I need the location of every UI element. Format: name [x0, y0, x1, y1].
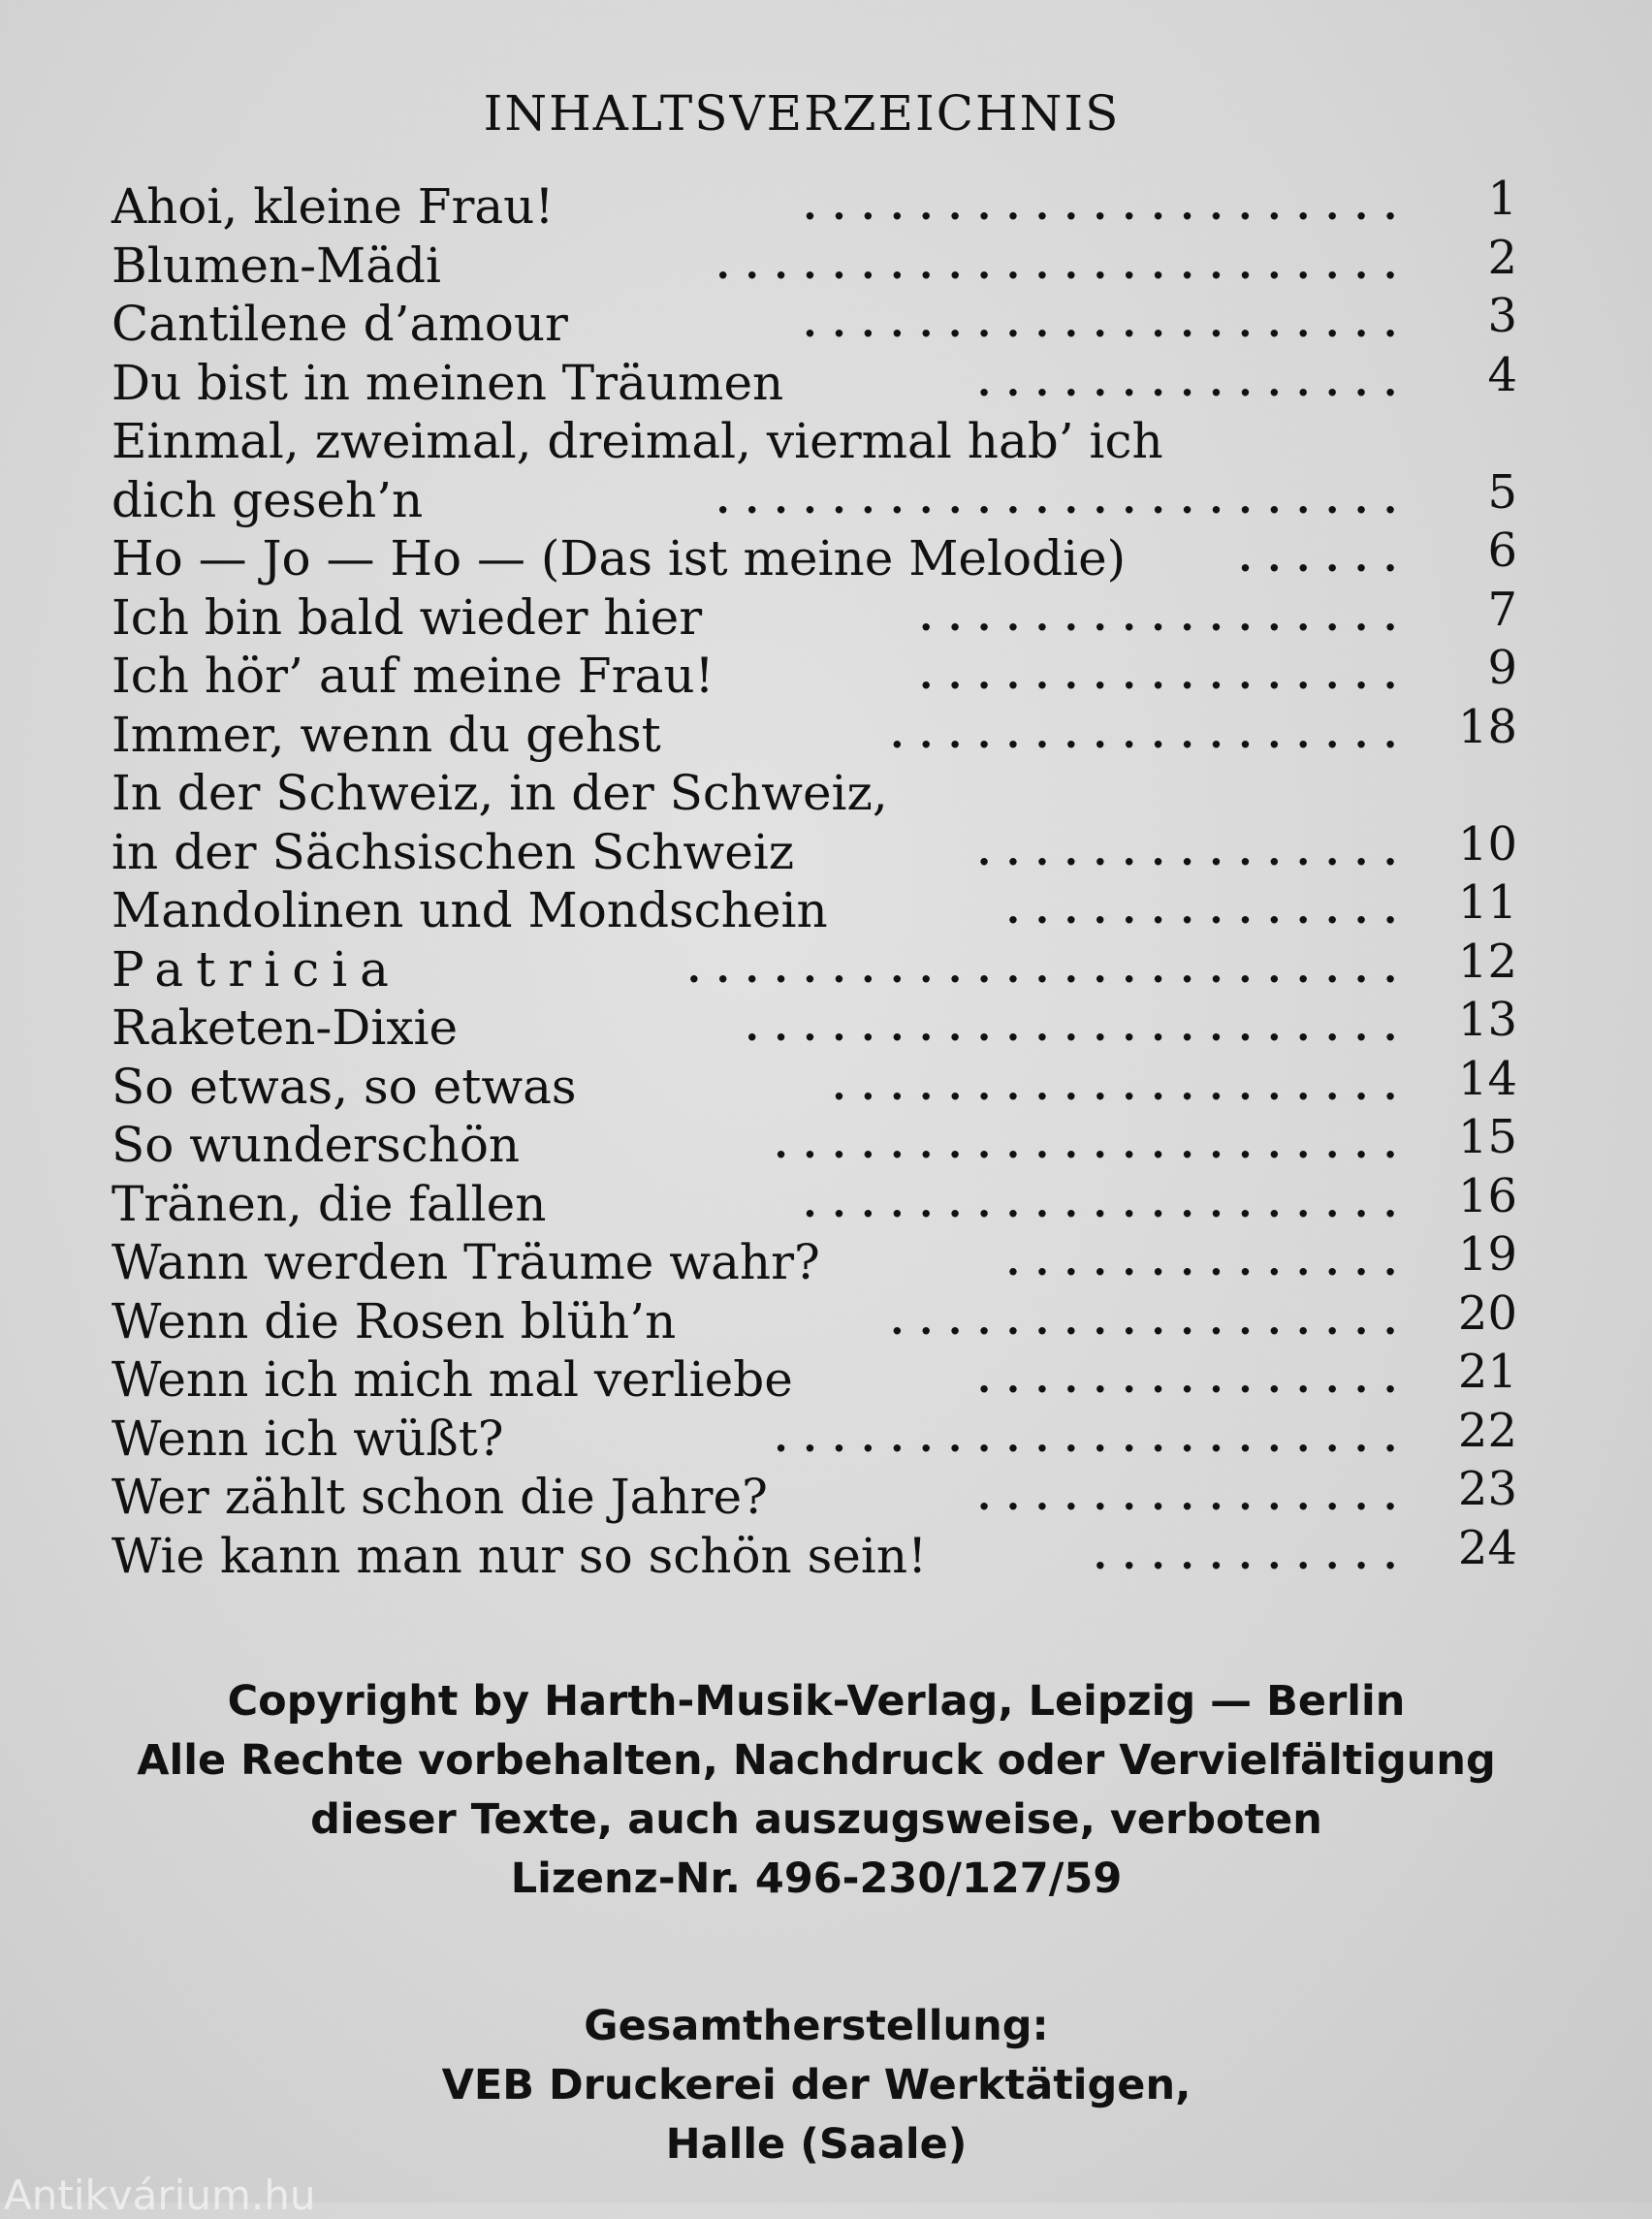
- toc-entry: [111, 764, 1517, 823]
- toc-entry: [111, 1227, 1517, 1292]
- toc-entry-title: Wenn die Rosen blüh’n: [111, 1292, 677, 1349]
- dot-leader: ......: [1238, 535, 1413, 581]
- table-of-contents: [111, 172, 1517, 1585]
- toc-entry-page: 12: [1457, 934, 1517, 989]
- toc-entry: [111, 641, 1517, 706]
- toc-entry: [111, 289, 1517, 354]
- toc-entry-title: Wer zählt schon die Jahre?: [111, 1469, 768, 1525]
- toc-entry: [111, 993, 1517, 1058]
- dot-leader: ...........: [1093, 1532, 1413, 1578]
- toc-entry: [111, 1168, 1517, 1234]
- toc-entry-page: 2: [1487, 230, 1517, 285]
- toc-entry: [111, 875, 1517, 940]
- toc-entry: [111, 1520, 1517, 1586]
- dot-leader: .........................: [686, 945, 1413, 992]
- dot-leader: ...............: [977, 828, 1413, 874]
- toc-entry: [111, 1462, 1517, 1527]
- toc-entry-title: Wann werden Träume wahr?: [111, 1234, 820, 1290]
- dot-leader: ..............: [1006, 1239, 1413, 1284]
- toc-entry-title: Cantilene d’amour: [111, 296, 568, 352]
- toc-entry-page: 15: [1457, 1110, 1517, 1164]
- toc-entry: [111, 1285, 1517, 1351]
- toc-entry-title: Blumen-Mädi: [111, 237, 442, 294]
- printer-location: Halle (Saale): [665, 2120, 968, 2169]
- watermark: Antikvárium.hu: [4, 2171, 316, 2219]
- toc-entry-title: Du bist in meinen Träumen: [111, 354, 784, 411]
- toc-entry-title: Tränen, die fallen: [111, 1175, 547, 1232]
- toc-entry-title: Immer, wenn du gehst: [111, 706, 661, 763]
- toc-entry-page: 3: [1487, 289, 1517, 343]
- toc-entry-title: Ich bin bald wieder hier: [111, 588, 703, 646]
- toc-entry-title: Wie kann man nur so schön sein!: [111, 1527, 928, 1584]
- dot-leader: ........................: [715, 241, 1413, 288]
- toc-entry-page: 19: [1457, 1227, 1517, 1282]
- toc-entry-title: Ho — Jo — Ho — (Das ist meine Melodie): [111, 530, 1127, 586]
- dot-leader: ........................: [715, 476, 1413, 523]
- dot-leader: ...............: [977, 359, 1413, 405]
- dot-leader: ..............: [1006, 887, 1413, 933]
- toc-entry: [111, 934, 1517, 999]
- copyright-line: Alle Rechte vorbehalten, Nachdruck oder Vervielfältigung: [137, 1736, 1496, 1785]
- dot-leader: ....................: [832, 1062, 1413, 1109]
- toc-entry-page: 20: [1457, 1285, 1517, 1341]
- license-number: Lizenz-Nr. 496-230/127/59: [510, 1854, 1123, 1903]
- toc-entry-title: dich geseh’n: [111, 471, 424, 528]
- toc-entry-page: 6: [1487, 523, 1517, 578]
- dot-leader: .....................: [803, 301, 1413, 346]
- toc-entry-title: Einmal, zweimal, dreimal, viermal hab’ ich: [111, 413, 1163, 469]
- toc-entry-title: Raketen-Dixie: [111, 999, 459, 1056]
- toc-entry-page: 7: [1487, 582, 1517, 637]
- toc-entry: [111, 699, 1517, 765]
- toc-entry-page: 13: [1457, 993, 1517, 1047]
- toc-entry-title: So wunderschön: [111, 1117, 521, 1173]
- toc-entry-page: 11: [1457, 875, 1517, 930]
- toc-entry-title: Wenn ich wüßt?: [111, 1410, 504, 1467]
- toc-entry-title: Ahoi, kleine Frau!: [111, 178, 555, 235]
- dot-leader: ...............: [977, 1356, 1413, 1402]
- toc-entry: [111, 582, 1517, 648]
- toc-entry-page: 9: [1487, 641, 1517, 695]
- toc-entry-page: 24: [1457, 1520, 1517, 1575]
- printer-name: VEB Druckerei der Werktätigen,: [441, 2061, 1191, 2109]
- toc-entry-page: 4: [1487, 347, 1517, 402]
- toc-entry: [111, 1345, 1517, 1410]
- dot-leader: ...............: [977, 1474, 1413, 1519]
- toc-entry-page: 16: [1457, 1168, 1517, 1223]
- dot-leader: .....................: [803, 1180, 1413, 1226]
- production-notice: [0, 1997, 1642, 2174]
- toc-entry: [111, 1110, 1517, 1175]
- toc-entry-page: 23: [1457, 1462, 1517, 1516]
- toc-entry: [111, 412, 1517, 471]
- toc-entry-title: Patricia: [111, 940, 401, 998]
- toc-entry-page: 18: [1457, 699, 1517, 754]
- toc-entry: [111, 464, 1517, 530]
- dot-leader: .................: [919, 652, 1413, 698]
- copyright-line: Copyright by Harth-Musik-Verlag, Leipzig — Berlin: [227, 1677, 1406, 1726]
- toc-entry: [111, 1403, 1517, 1469]
- dot-leader: ......................: [774, 1122, 1413, 1167]
- toc-entry-page: 10: [1457, 816, 1517, 872]
- toc-entry-title: in der Sächsischen Schweiz: [111, 823, 795, 880]
- toc-entry-page: 1: [1487, 172, 1517, 226]
- toc-entry-page: 22: [1457, 1403, 1517, 1458]
- production-heading: Gesamtherstellung:: [584, 2002, 1049, 2050]
- toc-entry: [111, 347, 1517, 413]
- dot-leader: ......................: [774, 1414, 1413, 1461]
- toc-entry-title: Wenn ich mich mal verliebe: [111, 1351, 793, 1408]
- toc-entry-page: 5: [1487, 464, 1517, 520]
- toc-entry-title: So etwas, so etwas: [111, 1058, 577, 1115]
- dot-leader: .................: [919, 593, 1413, 640]
- toc-entry: [111, 172, 1517, 237]
- dot-leader: .....................: [803, 183, 1413, 229]
- toc-entry-title: Ich hör’ auf meine Frau!: [111, 648, 715, 704]
- toc-entry: [111, 816, 1517, 882]
- toc-entry-title: Mandolinen und Mondschein: [111, 882, 828, 938]
- dot-leader: ..................: [890, 1297, 1413, 1344]
- toc-entry: [111, 1051, 1517, 1117]
- toc-entry-page: 21: [1457, 1345, 1517, 1399]
- copyright-notice: [0, 1672, 1642, 1909]
- toc-entry: [111, 230, 1517, 296]
- toc-entry-title: In der Schweiz, in der Schweiz,: [111, 765, 888, 821]
- dot-leader: ..................: [890, 711, 1413, 757]
- toc-entry: [111, 523, 1517, 588]
- dot-leader: .......................: [745, 1004, 1413, 1050]
- page-title: INHALTSVERZEICHNIS: [483, 85, 1121, 142]
- copyright-line: dieser Texte, auch auszugsweise, verboten: [310, 1795, 1322, 1844]
- toc-entry-page: 14: [1457, 1051, 1517, 1106]
